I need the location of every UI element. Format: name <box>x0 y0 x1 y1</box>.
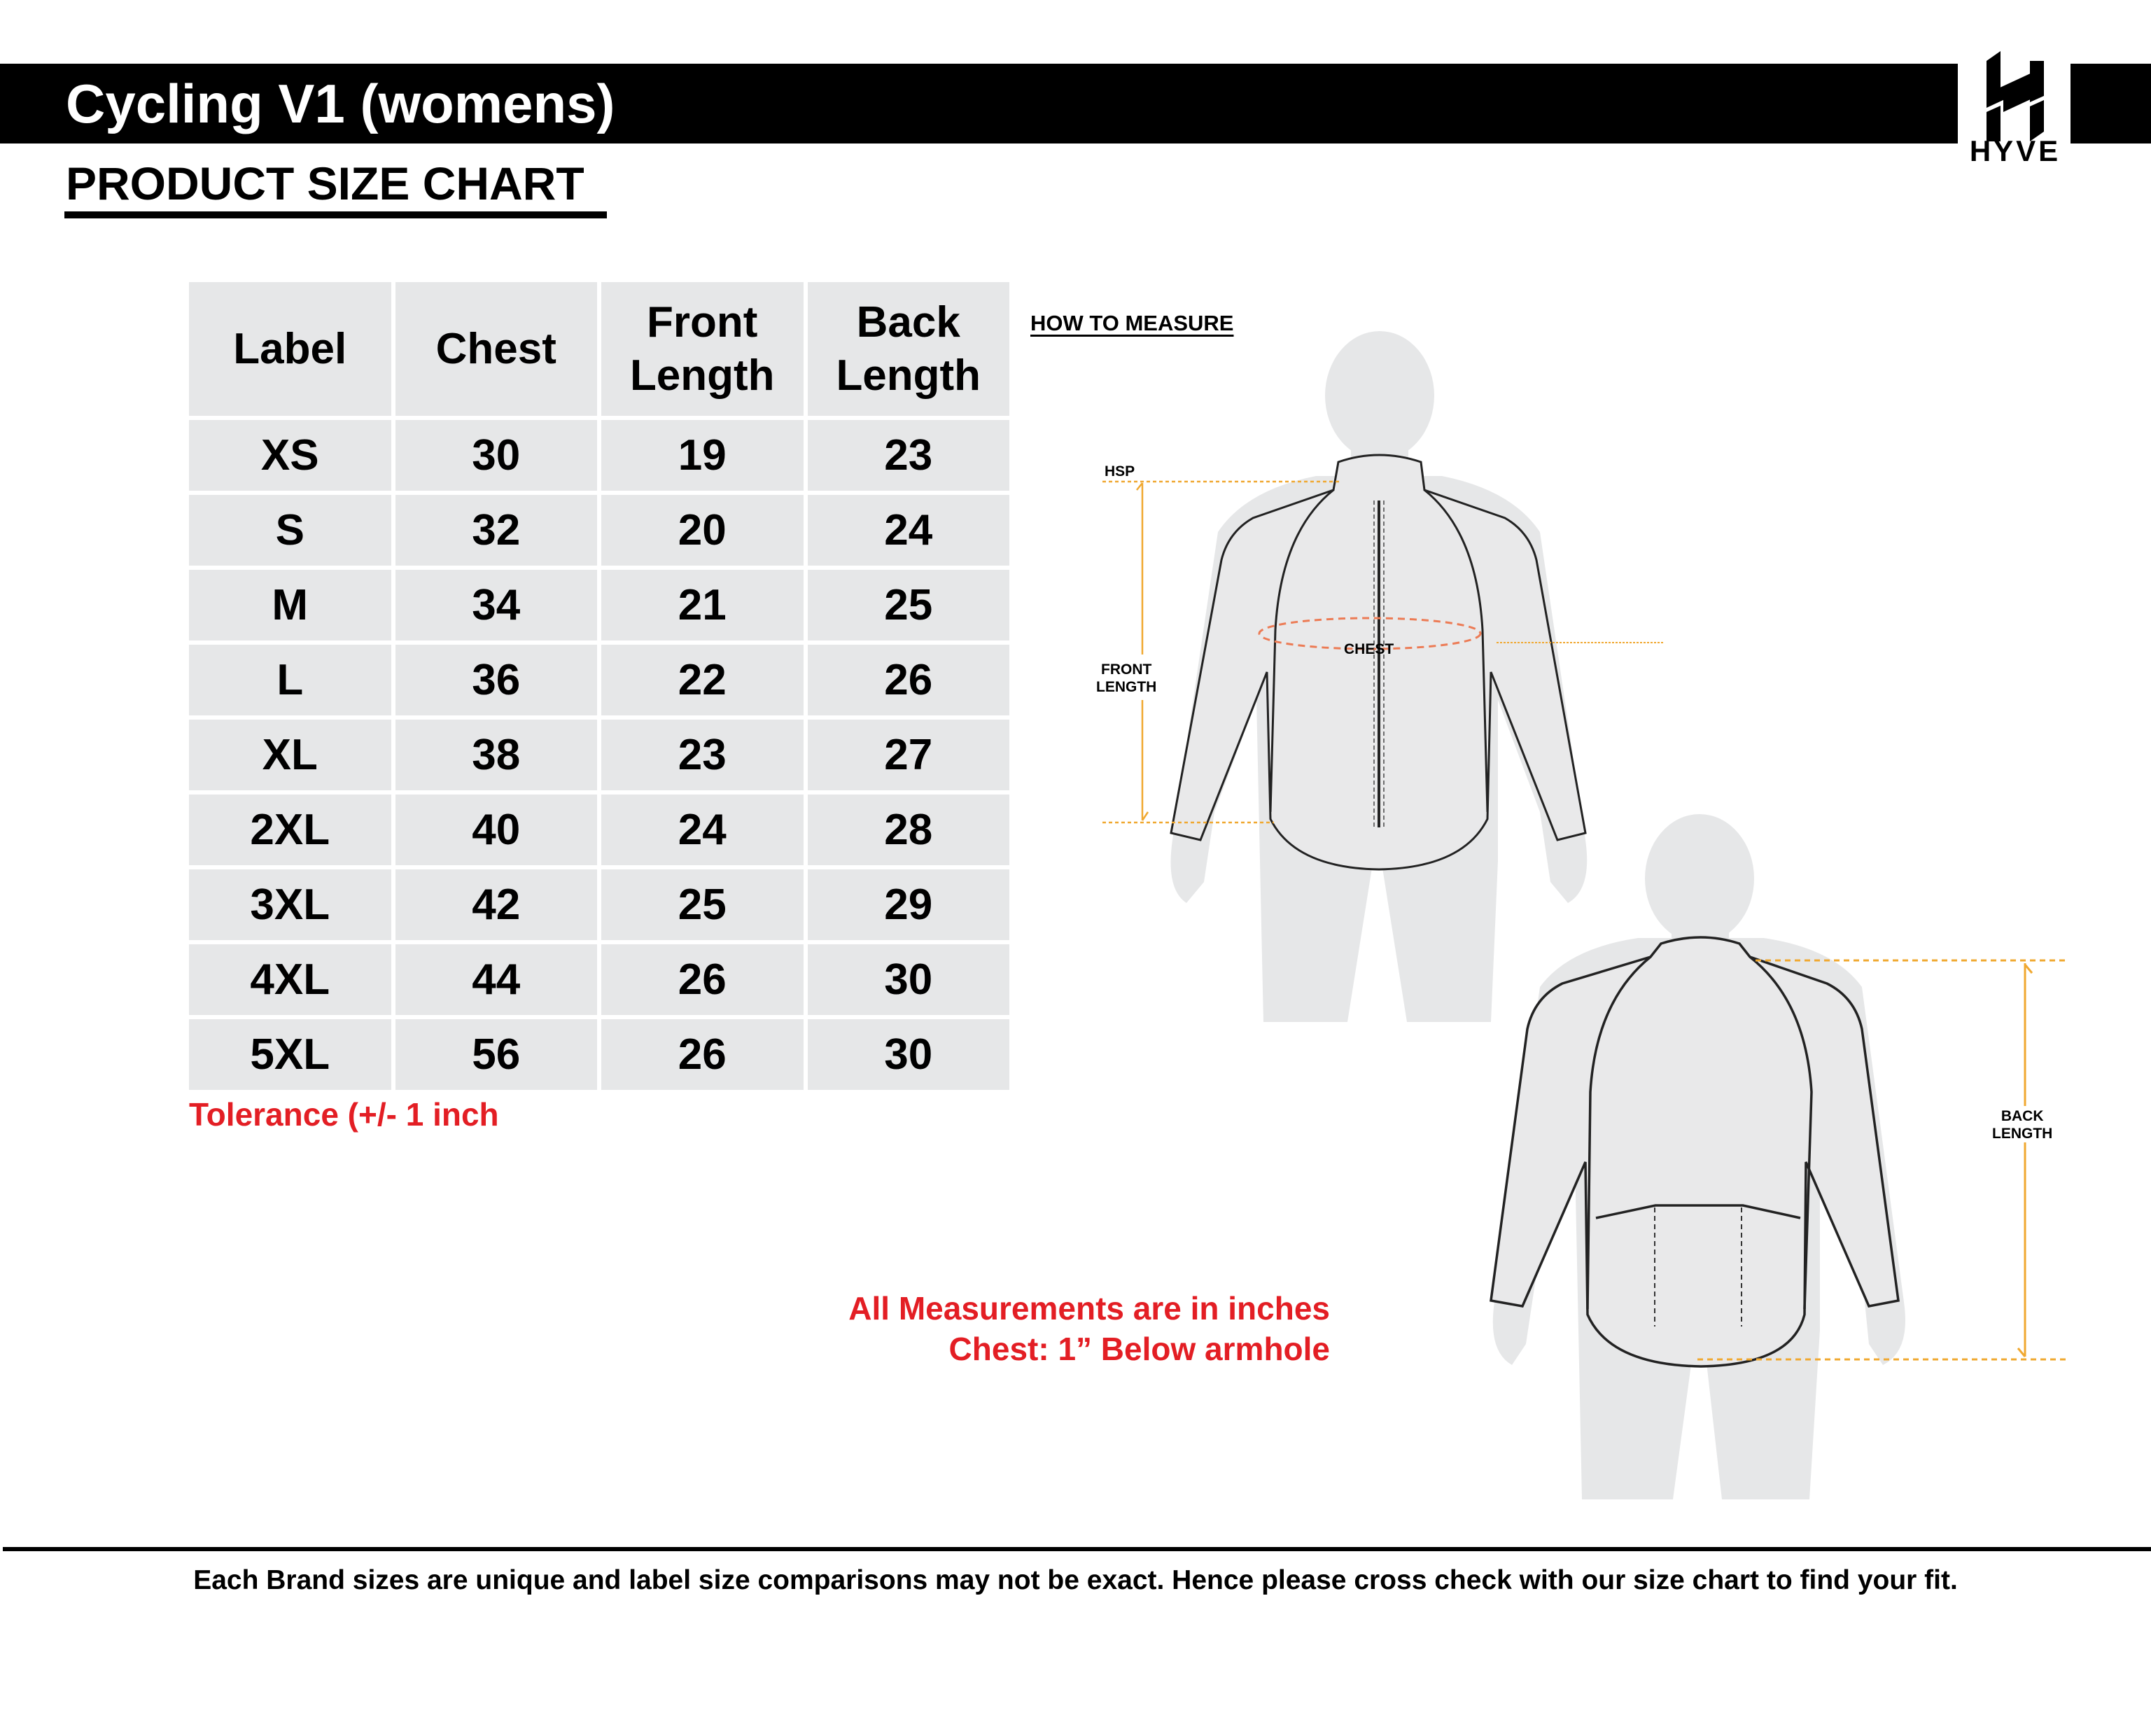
back-length-label: BACK LENGTH <box>1992 1108 2053 1142</box>
back-length-value: 29 <box>808 869 1010 940</box>
size-label: XL <box>189 720 391 790</box>
chest-value: 56 <box>395 1019 598 1090</box>
size-label: 2XL <box>189 794 391 865</box>
front-length-value: 22 <box>601 645 804 715</box>
back-length-value: 28 <box>808 794 1010 865</box>
chest-value: 34 <box>395 570 598 640</box>
back-length-value: 27 <box>808 720 1010 790</box>
chest-label: CHEST <box>1344 641 1394 657</box>
front-length-value: 19 <box>601 420 804 491</box>
chest-value: 40 <box>395 794 598 865</box>
tolerance-note: Tolerance (+/- 1 inch <box>189 1096 499 1133</box>
chest-value: 30 <box>395 420 598 491</box>
size-label: 3XL <box>189 869 391 940</box>
front-length-value: 20 <box>601 495 804 566</box>
chest-value: 36 <box>395 645 598 715</box>
front-length-value: 24 <box>601 794 804 865</box>
back-length-value: 30 <box>808 944 1010 1015</box>
footer-divider <box>3 1547 2151 1551</box>
chest-value: 44 <box>395 944 598 1015</box>
footer-disclaimer: Each Brand sizes are unique and label size comparisons may not be exact. Hence please cross check with our size chart to find your fit. <box>193 1565 1958 1595</box>
how-to-measure-heading: HOW TO MEASURE <box>1030 311 1234 335</box>
back-length-value: 30 <box>808 1019 1010 1090</box>
hsp-label: HSP <box>1105 463 1135 479</box>
size-label: L <box>189 645 391 715</box>
front-length-value: 25 <box>601 869 804 940</box>
size-label: M <box>189 570 391 640</box>
page-title: Cycling V1 (womens) <box>66 73 615 134</box>
size-label: 5XL <box>189 1019 391 1090</box>
back-length-value: 26 <box>808 645 1010 715</box>
back-length-value: 23 <box>808 420 1010 491</box>
column-header-back-length: Back Length <box>808 282 1010 416</box>
back-length-value: 25 <box>808 570 1010 640</box>
back-jersey-icon <box>1491 937 1898 1366</box>
chest-value: 32 <box>395 495 598 566</box>
column-header-label: Label <box>189 282 391 416</box>
chest-value: 42 <box>395 869 598 940</box>
brand-name: HYVE <box>1969 134 2061 167</box>
front-length-value: 26 <box>601 944 804 1015</box>
back-length-value: 24 <box>808 495 1010 566</box>
front-length-label: FRONT LENGTH <box>1096 662 1157 695</box>
front-length-value: 26 <box>601 1019 804 1090</box>
chest-note: Chest: 1” Below armhole <box>948 1331 1330 1367</box>
front-length-value: 21 <box>601 570 804 640</box>
size-label: XS <box>189 420 391 491</box>
section-title: PRODUCT SIZE CHART <box>66 158 584 209</box>
column-header-front-length: Front Length <box>601 282 804 416</box>
chest-value: 38 <box>395 720 598 790</box>
size-label: S <box>189 495 391 566</box>
units-note: All Measurements are in inches <box>848 1290 1330 1326</box>
column-header-chest: Chest <box>395 282 598 416</box>
front-length-value: 23 <box>601 720 804 790</box>
size-label: 4XL <box>189 944 391 1015</box>
measurement-notes <box>848 1288 1330 1369</box>
